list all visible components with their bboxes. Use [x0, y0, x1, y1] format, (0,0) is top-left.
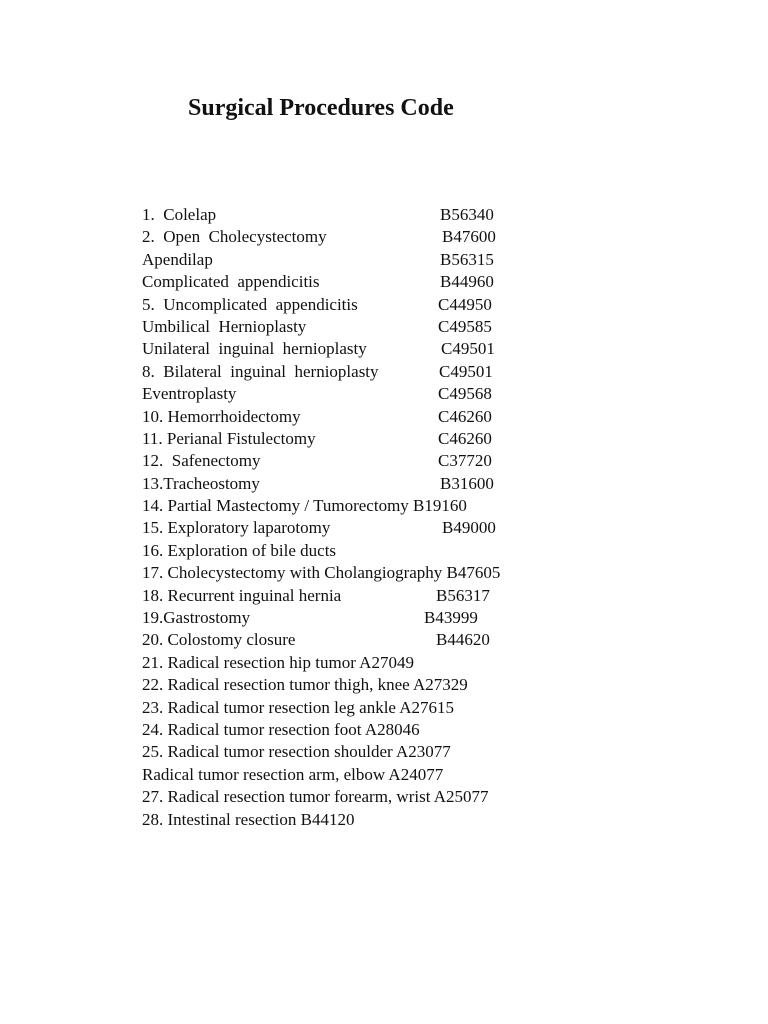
list-item [142, 809, 702, 831]
procedure-name: Radical tumor resection arm, elbow A24077 [142, 764, 444, 784]
procedure-name: Eventroplasty [142, 384, 237, 404]
list-item [142, 764, 702, 786]
procedure-code: B31600 [440, 473, 494, 493]
procedure-code: C49568 [438, 384, 492, 404]
list-item [142, 697, 702, 719]
list-item [142, 226, 702, 248]
procedure-list [142, 204, 702, 831]
list-item [142, 450, 702, 472]
procedure-name: 1. Colelap [142, 205, 217, 224]
procedure-code: B56317 [436, 585, 490, 605]
procedure-code: C46260 [438, 428, 492, 448]
procedure-code: B56315 [440, 249, 494, 269]
procedure-name: 20. Colostomy closure [142, 630, 296, 650]
list-item [142, 719, 702, 741]
list-item [142, 428, 702, 450]
procedure-code: C37720 [438, 451, 492, 471]
procedure-name: 13.Tracheostomy [142, 473, 260, 493]
page-title: Surgical Procedures Code [188, 95, 454, 121]
list-item [142, 786, 702, 808]
procedure-name: 24. Radical tumor resection foot A28046 [142, 719, 420, 739]
procedure-name: 22. Radical resection tumor thigh, knee A27329 [142, 675, 468, 695]
procedure-name: 12. Safenectomy [142, 451, 261, 471]
list-item [142, 361, 702, 383]
procedure-name: 18. Recurrent inguinal hernia [142, 585, 342, 605]
list-item [142, 338, 702, 360]
procedure-name: 28. Intestinal resection B44120 [142, 809, 355, 829]
list-item [142, 495, 702, 517]
procedure-name: 23. Radical tumor resection leg ankle A27615 [142, 697, 455, 717]
list-item [142, 741, 702, 763]
list-item [142, 540, 702, 562]
list-item [142, 249, 702, 271]
procedure-code: C49585 [438, 316, 492, 336]
procedure-name: 21. Radical resection hip tumor A27049 [142, 652, 414, 672]
procedure-code: C46260 [438, 406, 492, 426]
list-item [142, 585, 702, 607]
list-item [142, 629, 702, 651]
procedure-name: 5. Uncomplicated appendicitis [142, 294, 358, 314]
procedure-name: Complicated appendicitis [142, 272, 320, 292]
procedure-name: 10. Hemorrhoidectomy [142, 406, 301, 426]
procedure-code: B47600 [442, 227, 496, 247]
list-item [142, 383, 702, 405]
procedure-name: 17. Cholecystectomy with Cholangiography B47605 [142, 563, 501, 583]
procedure-name: 2. Open Cholecystectomy [142, 227, 327, 247]
list-item [142, 204, 702, 226]
procedure-name: 14. Partial Mastectomy / Tumorectomy B19160 [142, 496, 467, 516]
procedure-code: B56340 [440, 205, 494, 224]
procedure-name: 25. Radical tumor resection shoulder A23077 [142, 742, 451, 762]
list-item [142, 607, 702, 629]
procedure-code: C44950 [438, 294, 492, 314]
list-item [142, 271, 702, 293]
list-item [142, 652, 702, 674]
list-item [142, 473, 702, 495]
procedure-name: 15. Exploratory laparotomy [142, 518, 331, 538]
procedure-name: 19.Gastrostomy [142, 608, 251, 628]
list-item [142, 294, 702, 316]
procedure-code: B44620 [436, 630, 490, 650]
procedure-code: B44960 [440, 272, 494, 292]
procedure-name: Apendilap [142, 249, 213, 269]
list-item [142, 316, 702, 338]
procedure-code: C49501 [441, 339, 495, 359]
procedure-name: 11. Perianal Fistulectomy [142, 428, 316, 448]
procedure-name: 16. Exploration of bile ducts [142, 540, 337, 560]
procedure-code: C49501 [439, 361, 493, 381]
procedure-name: Unilateral inguinal hernioplasty [142, 339, 367, 359]
list-item [142, 517, 702, 539]
list-item [142, 406, 702, 428]
procedure-code: B49000 [442, 518, 496, 538]
procedure-name: 8. Bilateral inguinal hernioplasty [142, 361, 379, 381]
procedure-name: Umbilical Hernioplasty [142, 316, 307, 336]
list-item [142, 674, 702, 696]
list-item [142, 562, 702, 584]
procedure-code: B43999 [424, 608, 478, 628]
procedure-name: 27. Radical resection tumor forearm, wrist A25077 [142, 787, 489, 807]
